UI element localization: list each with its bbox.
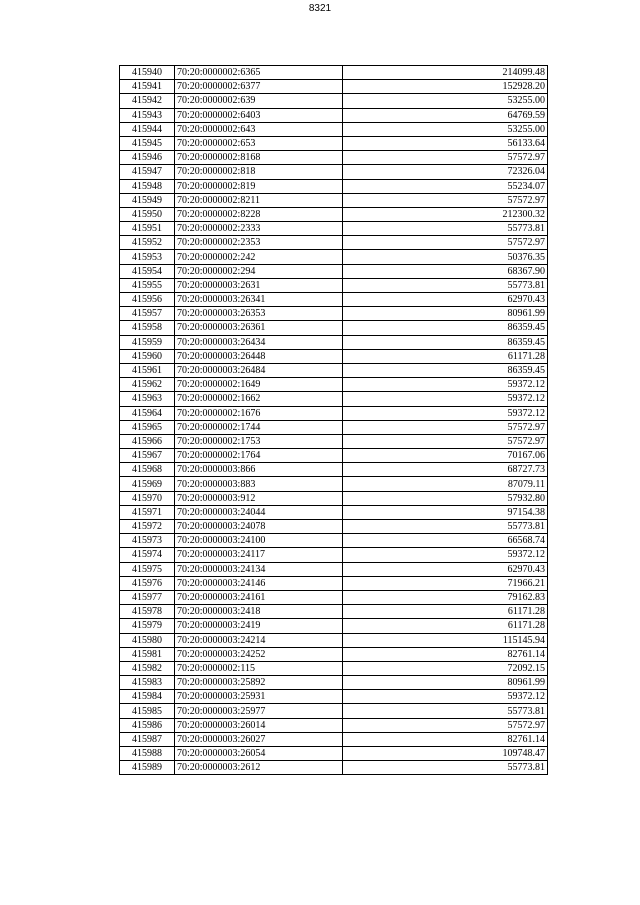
table-row (120, 66, 548, 80)
cadastral-value-cell: 53255.00 (343, 94, 548, 108)
cadastral-value-cell: 72092.15 (343, 661, 548, 675)
row-number-cell: 415985 (120, 704, 175, 718)
cadastral-value-cell: 57572.97 (343, 151, 548, 165)
cadastral-number-cell: 70:20:0000003:24161 (175, 590, 343, 604)
cadastral-number-cell: 70:20:0000003:26014 (175, 718, 343, 732)
table-row (120, 548, 548, 562)
cadastral-number-cell: 70:20:0000003:2631 (175, 278, 343, 292)
cadastral-value-cell: 59372.12 (343, 392, 548, 406)
cadastral-value-cell: 57572.97 (343, 236, 548, 250)
cadastral-value-cell: 86359.45 (343, 335, 548, 349)
cadastral-number-cell: 70:20:0000002:2353 (175, 236, 343, 250)
cadastral-number-cell: 70:20:0000002:1764 (175, 449, 343, 463)
table-row (120, 335, 548, 349)
table-row (120, 732, 548, 746)
row-number-cell: 415953 (120, 250, 175, 264)
table-row (120, 406, 548, 420)
row-number-cell: 415970 (120, 491, 175, 505)
cadastral-value-cell: 214099.48 (343, 66, 548, 80)
cadastral-number-cell: 70:20:0000003:866 (175, 463, 343, 477)
row-number-cell: 415957 (120, 307, 175, 321)
row-number-cell: 415954 (120, 264, 175, 278)
row-number-cell: 415960 (120, 349, 175, 363)
cadastral-value-cell: 82761.14 (343, 732, 548, 746)
cadastral-number-cell: 70:20:0000002:653 (175, 136, 343, 150)
cadastral-value-cell: 62970.43 (343, 562, 548, 576)
row-number-cell: 415972 (120, 520, 175, 534)
cadastral-value-cell: 212300.32 (343, 207, 548, 221)
cadastral-number-cell: 70:20:0000003:24252 (175, 647, 343, 661)
cadastral-value-cell: 55773.81 (343, 761, 548, 775)
page-number: 8321 (308, 3, 332, 14)
table-row (120, 165, 548, 179)
cadastral-number-cell: 70:20:0000003:24214 (175, 633, 343, 647)
cadastral-value-cell: 55773.81 (343, 704, 548, 718)
cadastral-value-cell: 61171.28 (343, 349, 548, 363)
table-row (120, 747, 548, 761)
cadastral-value-cell: 87079.11 (343, 477, 548, 491)
table-row (120, 193, 548, 207)
cadastral-number-cell: 70:20:0000002:639 (175, 94, 343, 108)
cadastral-value-cell: 57572.97 (343, 420, 548, 434)
row-number-cell: 415949 (120, 193, 175, 207)
row-number-cell: 415965 (120, 420, 175, 434)
cadastral-value-cell: 57932.80 (343, 491, 548, 505)
cadastral-number-cell: 70:20:0000002:8211 (175, 193, 343, 207)
table-row (120, 363, 548, 377)
cadastral-number-cell: 70:20:0000002:1676 (175, 406, 343, 420)
row-number-cell: 415963 (120, 392, 175, 406)
cadastral-value-cell: 55773.81 (343, 222, 548, 236)
cadastral-value-cell: 55234.07 (343, 179, 548, 193)
cadastral-number-cell: 70:20:0000002:6377 (175, 80, 343, 94)
row-number-cell: 415983 (120, 676, 175, 690)
row-number-cell: 415989 (120, 761, 175, 775)
table-row (120, 94, 548, 108)
row-number-cell: 415981 (120, 647, 175, 661)
cadastral-value-cell: 68367.90 (343, 264, 548, 278)
cadastral-number-cell: 70:20:0000003:26484 (175, 363, 343, 377)
table-row (120, 434, 548, 448)
row-number-cell: 415988 (120, 747, 175, 761)
table-row (120, 392, 548, 406)
cadastral-number-cell: 70:20:0000003:883 (175, 477, 343, 491)
cadastral-number-cell: 70:20:0000002:8228 (175, 207, 343, 221)
cadastral-number-cell: 70:20:0000003:24134 (175, 562, 343, 576)
row-number-cell: 415946 (120, 151, 175, 165)
row-number-cell: 415945 (120, 136, 175, 150)
row-number-cell: 415978 (120, 605, 175, 619)
row-number-cell: 415971 (120, 505, 175, 519)
cadastral-value-cell: 55773.81 (343, 520, 548, 534)
row-number-cell: 415940 (120, 66, 175, 80)
table-row (120, 633, 548, 647)
cadastral-value-cell: 86359.45 (343, 363, 548, 377)
row-number-cell: 415987 (120, 732, 175, 746)
table-row (120, 349, 548, 363)
table-row (120, 676, 548, 690)
cadastral-value-cell: 82761.14 (343, 647, 548, 661)
cadastral-value-cell: 72326.04 (343, 165, 548, 179)
cadastral-number-cell: 70:20:0000002:6365 (175, 66, 343, 80)
cadastral-number-cell: 70:20:0000003:26341 (175, 293, 343, 307)
table-row (120, 477, 548, 491)
cadastral-value-cell: 64769.59 (343, 108, 548, 122)
table-row (120, 576, 548, 590)
table-row (120, 520, 548, 534)
table-row (120, 647, 548, 661)
cadastral-value-cell: 80961.99 (343, 307, 548, 321)
cadastral-number-cell: 70:20:0000002:294 (175, 264, 343, 278)
table-row (120, 661, 548, 675)
cadastral-value-cell: 59372.12 (343, 548, 548, 562)
cadastral-number-cell: 70:20:0000003:2612 (175, 761, 343, 775)
cadastral-value-cell: 57572.97 (343, 434, 548, 448)
row-number-cell: 415944 (120, 122, 175, 136)
cadastral-value-cell: 59372.12 (343, 690, 548, 704)
table-row (120, 293, 548, 307)
table-row (120, 136, 548, 150)
cadastral-value-cell: 53255.00 (343, 122, 548, 136)
table-row (120, 122, 548, 136)
cadastral-number-cell: 70:20:0000002:2333 (175, 222, 343, 236)
cadastral-value-cell: 80961.99 (343, 676, 548, 690)
cadastral-number-cell: 70:20:0000003:26353 (175, 307, 343, 321)
row-number-cell: 415955 (120, 278, 175, 292)
cadastral-value-cell: 59372.12 (343, 378, 548, 392)
table-row (120, 690, 548, 704)
cadastral-number-cell: 70:20:0000003:24146 (175, 576, 343, 590)
table-row (120, 321, 548, 335)
row-number-cell: 415979 (120, 619, 175, 633)
cadastral-number-cell: 70:20:0000002:819 (175, 179, 343, 193)
table-row (120, 250, 548, 264)
row-number-cell: 415974 (120, 548, 175, 562)
table-row (120, 151, 548, 165)
cadastral-number-cell: 70:20:0000002:6403 (175, 108, 343, 122)
cadastral-value-cell: 56133.64 (343, 136, 548, 150)
row-number-cell: 415959 (120, 335, 175, 349)
table-body (120, 66, 548, 775)
cadastral-number-cell: 70:20:0000003:25931 (175, 690, 343, 704)
row-number-cell: 415941 (120, 80, 175, 94)
cadastral-number-cell: 70:20:0000003:24117 (175, 548, 343, 562)
cadastral-value-cell: 61171.28 (343, 605, 548, 619)
table-row (120, 761, 548, 775)
table-row (120, 534, 548, 548)
row-number-cell: 415980 (120, 633, 175, 647)
row-number-cell: 415982 (120, 661, 175, 675)
table-row (120, 307, 548, 321)
row-number-cell: 415986 (120, 718, 175, 732)
cadastral-number-cell: 70:20:0000003:912 (175, 491, 343, 505)
cadastral-value-cell: 79162.83 (343, 590, 548, 604)
cadastral-value-cell: 66568.74 (343, 534, 548, 548)
cadastral-number-cell: 70:20:0000003:24100 (175, 534, 343, 548)
cadastral-number-cell: 70:20:0000003:24078 (175, 520, 343, 534)
row-number-cell: 415962 (120, 378, 175, 392)
cadastral-number-cell: 70:20:0000002:643 (175, 122, 343, 136)
row-number-cell: 415952 (120, 236, 175, 250)
table-row (120, 236, 548, 250)
cadastral-value-cell: 68727.73 (343, 463, 548, 477)
row-number-cell: 415958 (120, 321, 175, 335)
row-number-cell: 415975 (120, 562, 175, 576)
table-row (120, 704, 548, 718)
row-number-cell: 415951 (120, 222, 175, 236)
cadastral-value-cell: 61171.28 (343, 619, 548, 633)
table-row (120, 420, 548, 434)
cadastral-value-cell: 86359.45 (343, 321, 548, 335)
cadastral-number-cell: 70:20:0000003:25892 (175, 676, 343, 690)
table-row (120, 108, 548, 122)
table-row (120, 222, 548, 236)
row-number-cell: 415947 (120, 165, 175, 179)
cadastral-value-table (119, 65, 548, 775)
cadastral-number-cell: 70:20:0000002:1744 (175, 420, 343, 434)
table-row (120, 619, 548, 633)
cadastral-value-cell: 71966.21 (343, 576, 548, 590)
cadastral-value-cell: 50376.35 (343, 250, 548, 264)
row-number-cell: 415977 (120, 590, 175, 604)
cadastral-number-cell: 70:20:0000002:1662 (175, 392, 343, 406)
cadastral-value-cell: 55773.81 (343, 278, 548, 292)
cadastral-number-cell: 70:20:0000003:2418 (175, 605, 343, 619)
cadastral-number-cell: 70:20:0000002:1649 (175, 378, 343, 392)
row-number-cell: 415966 (120, 434, 175, 448)
table-row (120, 449, 548, 463)
table-row (120, 378, 548, 392)
table-row (120, 605, 548, 619)
row-number-cell: 415961 (120, 363, 175, 377)
table-row (120, 264, 548, 278)
cadastral-number-cell: 70:20:0000002:8168 (175, 151, 343, 165)
cadastral-number-cell: 70:20:0000003:26054 (175, 747, 343, 761)
cadastral-value-cell: 97154.38 (343, 505, 548, 519)
cadastral-value-cell: 115145.94 (343, 633, 548, 647)
row-number-cell: 415943 (120, 108, 175, 122)
cadastral-value-cell: 62970.43 (343, 293, 548, 307)
table-row (120, 463, 548, 477)
row-number-cell: 415942 (120, 94, 175, 108)
table-row (120, 491, 548, 505)
cadastral-value-cell: 57572.97 (343, 193, 548, 207)
cadastral-number-cell: 70:20:0000003:2419 (175, 619, 343, 633)
row-number-cell: 415969 (120, 477, 175, 491)
table-row (120, 562, 548, 576)
cadastral-number-cell: 70:20:0000003:24044 (175, 505, 343, 519)
row-number-cell: 415950 (120, 207, 175, 221)
cadastral-number-cell: 70:20:0000003:25977 (175, 704, 343, 718)
row-number-cell: 415973 (120, 534, 175, 548)
cadastral-number-cell: 70:20:0000002:1753 (175, 434, 343, 448)
table-row (120, 80, 548, 94)
cadastral-number-cell: 70:20:0000002:818 (175, 165, 343, 179)
cadastral-number-cell: 70:20:0000003:26027 (175, 732, 343, 746)
row-number-cell: 415968 (120, 463, 175, 477)
cadastral-value-cell: 70167.06 (343, 449, 548, 463)
cadastral-value-cell: 109748.47 (343, 747, 548, 761)
table-row (120, 278, 548, 292)
row-number-cell: 415948 (120, 179, 175, 193)
table-row (120, 179, 548, 193)
row-number-cell: 415976 (120, 576, 175, 590)
cadastral-value-cell: 59372.12 (343, 406, 548, 420)
cadastral-number-cell: 70:20:0000003:26448 (175, 349, 343, 363)
row-number-cell: 415984 (120, 690, 175, 704)
table-row (120, 718, 548, 732)
table-row (120, 207, 548, 221)
cadastral-value-cell: 57572.97 (343, 718, 548, 732)
row-number-cell: 415956 (120, 293, 175, 307)
table-row (120, 590, 548, 604)
table-row (120, 505, 548, 519)
row-number-cell: 415964 (120, 406, 175, 420)
cadastral-value-cell: 152928.20 (343, 80, 548, 94)
cadastral-number-cell: 70:20:0000003:26434 (175, 335, 343, 349)
row-number-cell: 415967 (120, 449, 175, 463)
cadastral-number-cell: 70:20:0000003:26361 (175, 321, 343, 335)
cadastral-number-cell: 70:20:0000002:242 (175, 250, 343, 264)
cadastral-number-cell: 70:20:0000002:115 (175, 661, 343, 675)
